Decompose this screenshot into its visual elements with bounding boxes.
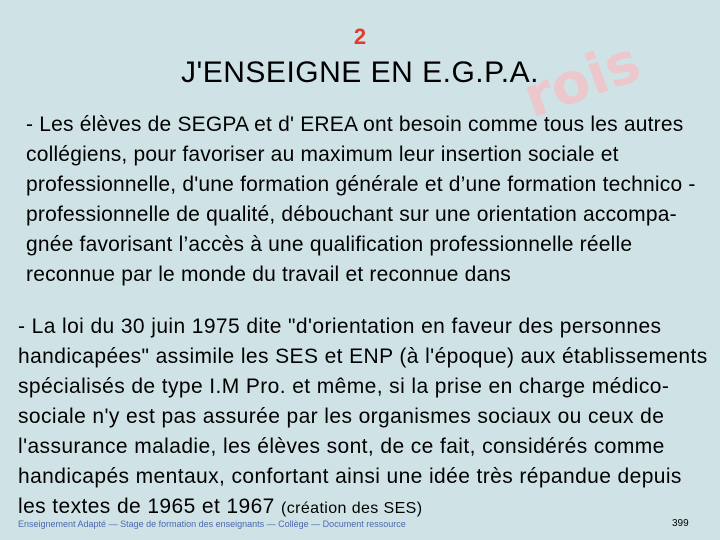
paragraph-loi-1975-text: - La loi du 30 juin 1975 dite "d'orientation en faveur des personnes handicapées" assimile les SES et ENP (à l'époque) aux établissements spécialisés de type I.M Pro. et même, si la prise en charge médico-sociale n'y est pas assurée par les organismes sociaux ou ceux de l'assurance maladie, les élèves sont, de ce fait, considérés comme handicapés mentaux, confortant ainsi une idée très répandue depuis les textes de 1965 et 1967 <box>18 315 708 518</box>
footer-text: Enseignement Adapté — Stage de formation des enseignants — Collège — Document ressource <box>18 519 406 529</box>
page-number: 2 <box>353 24 367 49</box>
watermark-text: rois <box>515 29 649 132</box>
paragraph-segpa-erea: - Les élèves de SEGPA et d' EREA ont besoin comme tous les autres collégiens, pour favoriser au maximum leur insertion sociale et professionnelle, d'une formation générale et d’une formation technico - professionnelle de qualité, débouchant sur une orientation accompa-gnée favorisant l’accès à une qualification professionnelle réelle reconnue par le monde du travail et reconnue dans <box>26 113 696 286</box>
paragraph-loi-1975-note: (création des SES) <box>281 500 423 517</box>
paragraph-loi-1975 <box>18 312 710 524</box>
page-counter: 399 <box>672 518 689 529</box>
slide-title: J'ENSEIGNE EN E.G.P.A. <box>181 56 539 89</box>
